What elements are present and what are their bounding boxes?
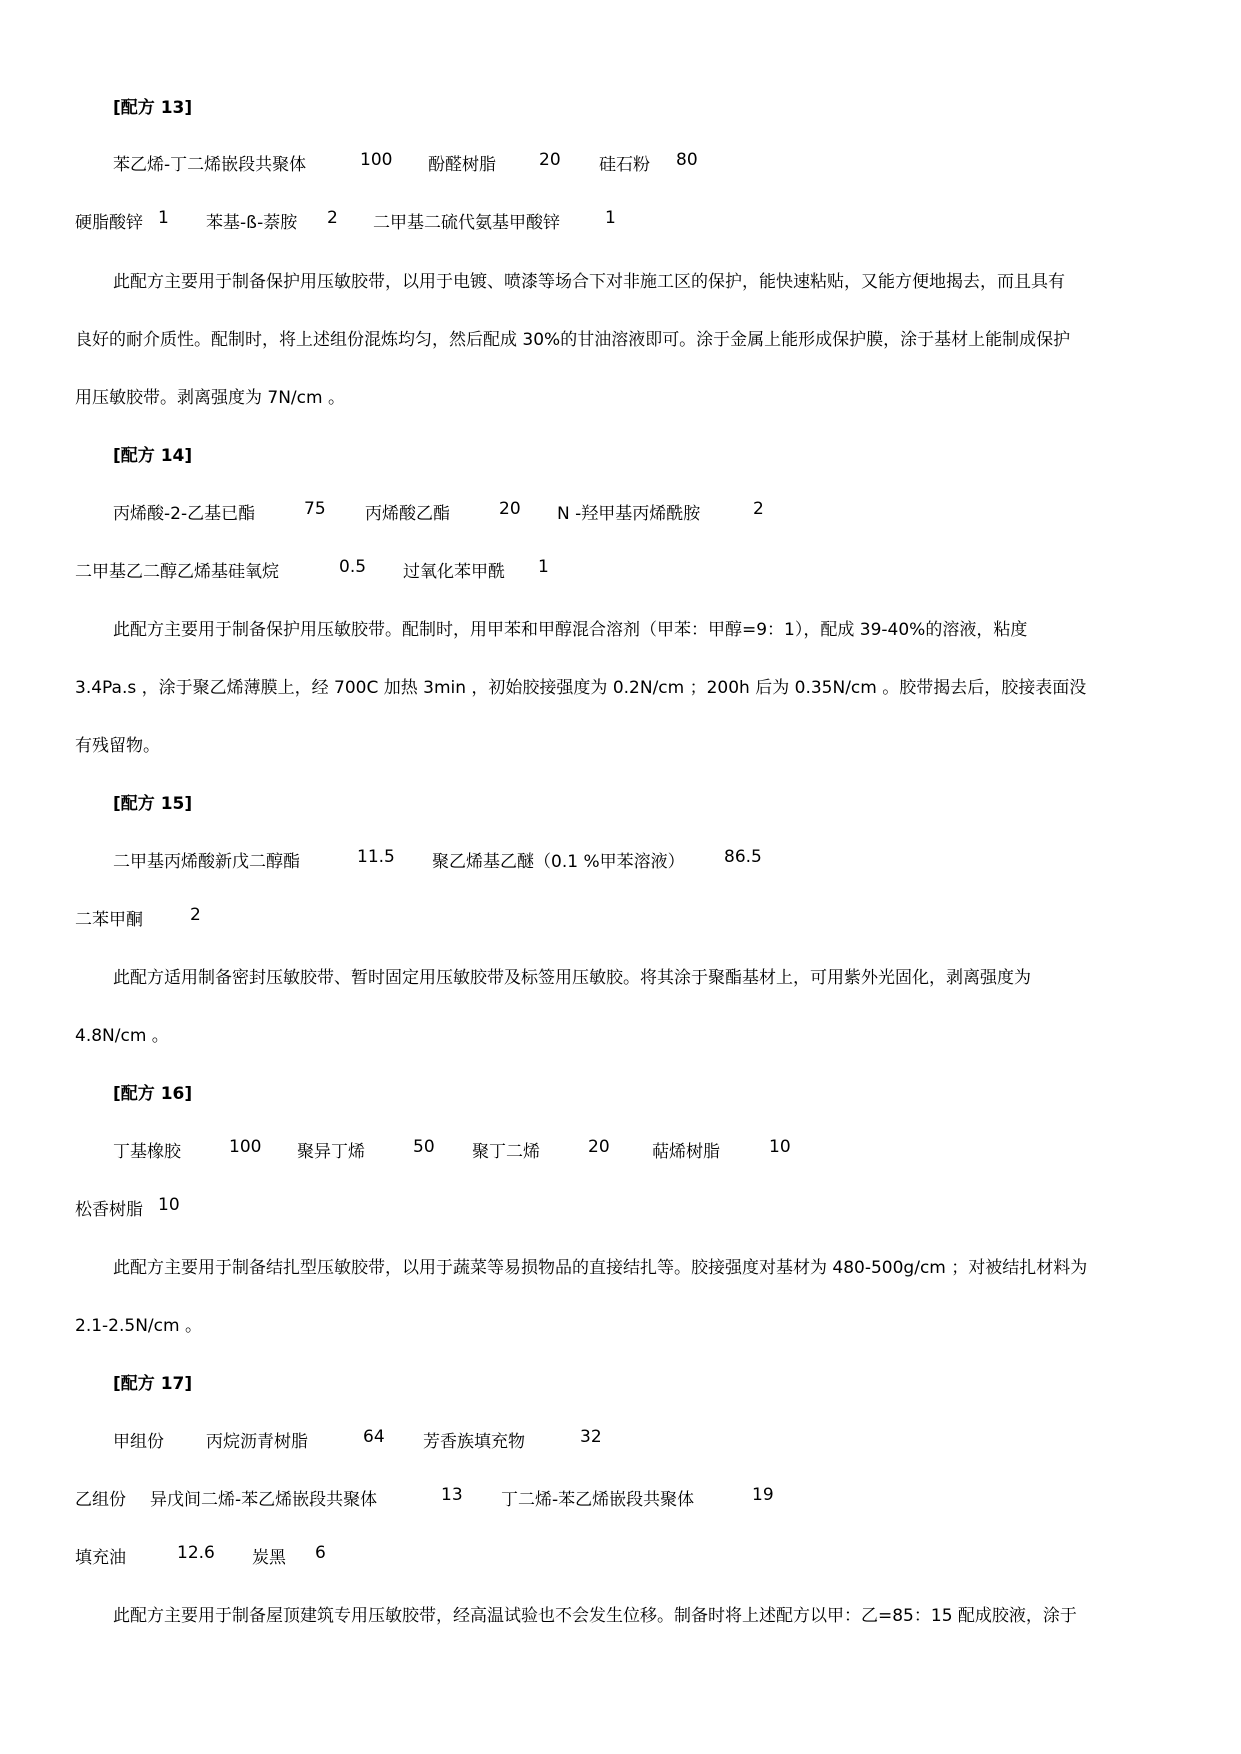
ingredient-name: 丁二烯-苯乙烯嵌段共聚体 bbox=[501, 1490, 695, 1510]
ingredient-amount: 32 bbox=[580, 1427, 602, 1447]
ingredient-name: 填充油 bbox=[75, 1548, 126, 1568]
formula-14-desc-line-2: 3.4Pa.s ，涂于聚乙烯薄膜上，经 700C 加热 3min ，初始胶接强度为 0.2N/cm ；200h 后为 0.35N/cm 。胶带揭去后，胶接表面没 bbox=[75, 678, 1087, 698]
ingredient-name: 聚异丁烯 bbox=[297, 1142, 365, 1162]
ingredient-amount: 80 bbox=[676, 150, 698, 170]
ingredient-name: N -羟甲基丙烯酰胺 bbox=[557, 504, 701, 524]
formula-14-desc-line-3: 有残留物。 bbox=[75, 736, 160, 756]
ingredient-amount: 20 bbox=[499, 499, 521, 519]
ingredient-name: 苯基-ß-萘胺 bbox=[206, 213, 298, 233]
ingredient-name: 聚乙烯基乙醚（0.1 %甲苯溶液） bbox=[432, 852, 685, 872]
formula-15-desc-line-1: 此配方适用制备密封压敏胶带、暂时固定用压敏胶带及标签用压敏胶。将其涂于聚酯基材上，可用紫外光固化，剥离强度为 bbox=[113, 968, 1031, 988]
ingredient-amount: 0.5 bbox=[339, 557, 367, 577]
ingredient-name: 二甲基乙二醇乙烯基硅氧烷 bbox=[75, 562, 279, 582]
ingredient-amount: 1 bbox=[605, 208, 616, 228]
formula-17-desc-line-1: 此配方主要用于制备屋顶建筑专用压敏胶带，经高温试验也不会发生位移。制备时将上述配方以甲：乙=85：15 配成胶液，涂于 bbox=[113, 1606, 1077, 1626]
ingredient-amount: 12.6 bbox=[177, 1543, 215, 1563]
ingredient-amount: 19 bbox=[752, 1485, 774, 1505]
ingredient-name: 酚醛树脂 bbox=[428, 155, 496, 175]
formula-16-desc-line-1: 此配方主要用于制备结扎型压敏胶带，以用于蔬菜等易损物品的直接结扎等。胶接强度对基材为 480-500g/cm ；对被结扎材料为 bbox=[113, 1258, 1088, 1278]
ingredient-name: 丙烯酸-2-乙基已酯 bbox=[113, 504, 256, 524]
ingredient-name: 硬脂酸锌 bbox=[75, 213, 143, 233]
ingredient-name: 萜烯树脂 bbox=[652, 1142, 720, 1162]
component-label: 甲组份 bbox=[113, 1432, 164, 1452]
ingredient-name: 二甲基丙烯酸新戊二醇酯 bbox=[113, 852, 300, 872]
formula-17-title: [配方 17] bbox=[113, 1374, 193, 1394]
formula-15-title: [配方 15] bbox=[113, 794, 193, 814]
formula-16-desc-line-2: 2.1-2.5N/cm 。 bbox=[75, 1316, 202, 1336]
ingredient-name: 丁基橡胶 bbox=[113, 1142, 181, 1162]
ingredient-amount: 10 bbox=[158, 1195, 180, 1215]
ingredient-name: 丙烯酸乙酯 bbox=[365, 504, 450, 524]
ingredient-amount: 13 bbox=[441, 1485, 463, 1505]
ingredient-amount: 10 bbox=[769, 1137, 791, 1157]
ingredient-amount: 2 bbox=[753, 499, 764, 519]
ingredient-amount: 20 bbox=[588, 1137, 610, 1157]
formula-16-title: [配方 16] bbox=[113, 1084, 193, 1104]
formula-13-title: [配方 13] bbox=[113, 98, 193, 118]
ingredient-name: 二苯甲酮 bbox=[75, 910, 143, 930]
ingredient-amount: 11.5 bbox=[357, 847, 395, 867]
ingredient-name: 炭黑 bbox=[252, 1548, 286, 1568]
ingredient-name: 丙烷沥青树脂 bbox=[206, 1432, 308, 1452]
formula-13-desc-line-2: 良好的耐介质性。配制时，将上述组份混炼均匀，然后配成 30%的甘油溶液即可。涂于金属上能形成保护膜，涂于基材上能制成保护 bbox=[75, 330, 1071, 350]
ingredient-name: 二甲基二硫代氨基甲酸锌 bbox=[373, 213, 560, 233]
formula-14-desc-line-1: 此配方主要用于制备保护用压敏胶带。配制时，用甲苯和甲醇混合溶剂（甲苯：甲醇=9：1），配成 39-40%的溶液，粘度 bbox=[113, 620, 1028, 640]
ingredient-amount: 50 bbox=[413, 1137, 435, 1157]
ingredient-amount: 6 bbox=[315, 1543, 326, 1563]
ingredient-name: 芳香族填充物 bbox=[423, 1432, 525, 1452]
ingredient-name: 过氧化苯甲酰 bbox=[403, 562, 505, 582]
ingredient-name: 苯乙烯-丁二烯嵌段共聚体 bbox=[113, 155, 307, 175]
ingredient-amount: 75 bbox=[304, 499, 326, 519]
ingredient-name: 硅石粉 bbox=[599, 155, 650, 175]
component-label: 乙组份 bbox=[75, 1490, 126, 1510]
formula-15-desc-line-2: 4.8N/cm 。 bbox=[75, 1026, 169, 1046]
ingredient-name: 松香树脂 bbox=[75, 1200, 143, 1220]
ingredient-amount: 86.5 bbox=[724, 847, 762, 867]
ingredient-amount: 64 bbox=[363, 1427, 385, 1447]
ingredient-amount: 100 bbox=[360, 150, 393, 170]
formula-13-desc-line-3: 用压敏胶带。剥离强度为 7N/cm 。 bbox=[75, 388, 345, 408]
ingredient-amount: 2 bbox=[327, 208, 338, 228]
ingredient-amount: 1 bbox=[158, 208, 169, 228]
formula-13-desc-line-1: 此配方主要用于制备保护用压敏胶带，以用于电镀、喷漆等场合下对非施工区的保护，能快速粘贴，又能方便地揭去，而且具有 bbox=[113, 272, 1065, 292]
ingredient-name: 异戊间二烯-苯乙烯嵌段共聚体 bbox=[150, 1490, 378, 1510]
ingredient-amount: 1 bbox=[538, 557, 549, 577]
formula-14-title: [配方 14] bbox=[113, 446, 193, 466]
ingredient-amount: 100 bbox=[229, 1137, 262, 1157]
ingredient-amount: 2 bbox=[190, 905, 201, 925]
ingredient-name: 聚丁二烯 bbox=[472, 1142, 540, 1162]
ingredient-amount: 20 bbox=[539, 150, 561, 170]
